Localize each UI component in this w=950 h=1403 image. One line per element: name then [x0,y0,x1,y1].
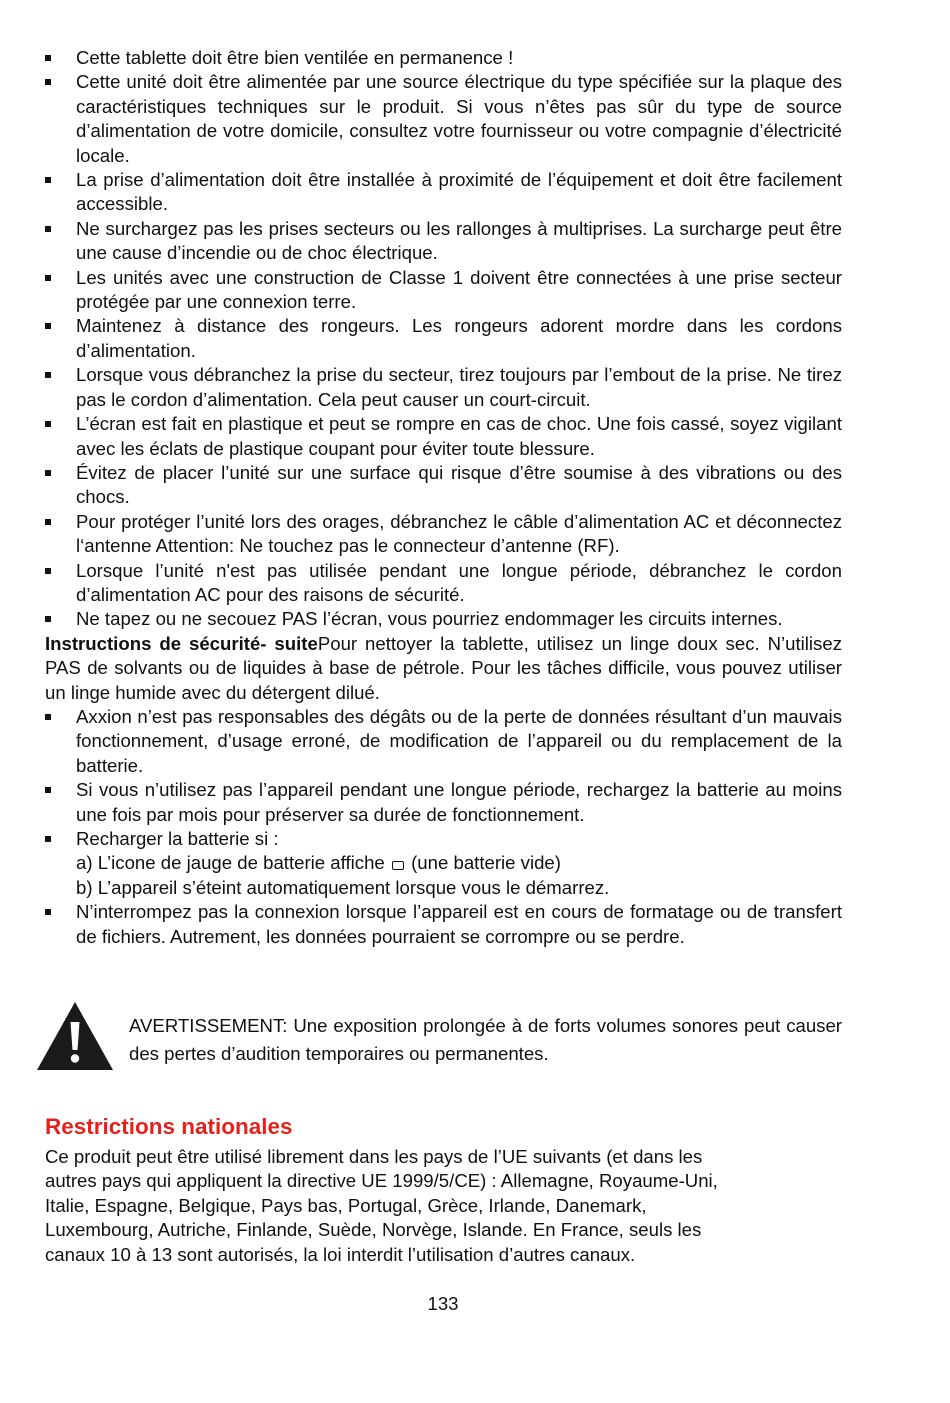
list-item-text: N’interrompez pas la connexion lorsque l’appareil est en cours de formatage ou de transfert de fichiers. Autrement, les données pourraient se corrompre ou se perdre. [76,901,842,947]
bullet-icon [45,909,51,915]
list-item-text: Cette tablette doit être bien ventilée en permanence ! [76,47,514,68]
list-item-text: Maintenez à distance des rongeurs. Les rongeurs adorent mordre dans les cordons d’alimentation. [76,315,842,361]
list-item-text: Ne tapez ou ne secouez PAS l’écran, vous pourriez endommager les circuits internes. [76,608,783,630]
list-item-text: La prise d’alimentation doit être installée à proximité de l’équipement et doit être facilement accessible. [76,169,842,215]
restrictions-line: Italie, Espagne, Belgique, Pays bas, Portugal, Grèce, Irlande, Danemark, [45,1194,647,1216]
recharge-condition-b: b) L’appareil s’éteint automatiquement lorsque vous le démarrez. [76,876,610,898]
bullet-icon [45,177,51,183]
bullet-icon [45,714,51,720]
list-item [45,363,842,412]
restrictions-line: Luxembourg, Autriche, Finlande, Suède, Norvège, Islande. En France, seuls les [45,1219,702,1241]
empty-battery-icon [392,861,404,870]
safety-instructions-heading: Instructions de sécurité- suite [45,632,318,654]
bullet-icon [45,568,51,574]
list-item-text: Les unités avec une construction de Classe 1 doivent être connectées à une prise secteur protégée par une connexion terre. [76,266,842,313]
list-item-text: Évitez de placer l’unité sur une surface qui risque d’être soumise à des vibrations ou des chocs. [76,461,842,508]
bullet-icon [45,519,51,525]
list-item-text: Ne surchargez pas les prises secteurs ou les rallonges à multiprises. La surcharge peut être une cause d’incendie ou de choc électrique. [76,217,842,264]
list-item [45,70,842,168]
list-item [45,559,842,608]
restrictions-paragraph [45,1145,835,1267]
safety-list [45,46,842,632]
document-body [45,46,842,949]
battery-list [45,705,842,949]
list-item [45,217,842,266]
list-item-text: Cette unité doit être alimentée par une source électrique du type spécifiée sur la plaque des caractéristiques techniques sur le produit. Si vous n’êtes pas sûr du type de source d’alimentation de votre domicile, consultez votre fournisseur ou votre compagnie d’électricité locale. [76,71,842,166]
restrictions-line: autres pays qui appliquent la directive UE 1999/5/CE) : Allemagne, Royaume-Uni, [45,1170,718,1192]
list-item-text: Si vous n’utilisez pas l’appareil pendant une longue période, rechargez la batterie au moins une fois par mois pour préserver sa durée de fonctionnement. [76,779,842,825]
page-number: 133 [427,1293,459,1314]
list-item [45,900,842,949]
list-item [45,607,842,631]
bullet-icon [45,372,51,378]
recharge-condition-a-text: a) L’icone de jauge de batterie affiche [76,852,385,874]
list-item-text: Lorsque l’unité n'est pas utilisée pendant une longue période, débranchez le cordon d’alimentation AC pour des raisons de sécurité. [76,559,842,605]
bullet-icon [45,226,51,232]
warning-text: AVERTISSEMENT: Une exposition prolongée à de forts volumes sonores peut causer des pertes d’audition temporaires ou permanentes. [129,1015,842,1064]
bullet-icon [45,616,51,622]
list-item [45,705,842,778]
bullet-icon [45,79,51,85]
bullet-icon [45,323,51,329]
bullet-icon [45,55,51,61]
list-item-text: L’écran est fait en plastique et peut se rompre en cas de choc. Une fois cassé, soyez vigilant avec les éclats de plastique coupant pour éviter toute blessure. [76,413,842,459]
list-item-text: Lorsque vous débranchez la prise du secteur, tirez toujours par l’embout de la prise. Ne tirez pas le cordon d’alimentation. Cela peut causer un court-circuit. [76,364,842,410]
list-item [45,314,842,363]
safety-instructions-text: Pour nettoyer la tablette, utilisez un linge doux sec. N’utilisez PAS de solvants ou de liquides à base de pétrole. Pour les tâches difficile, vous pouvez utiliser un linge humide avec du détergent dilué. [45,632,842,703]
bullet-icon [45,421,51,427]
list-item [45,266,842,315]
bullet-icon [45,275,51,281]
recharge-condition-heading: Recharger la batterie si : [76,828,279,849]
bullet-icon [45,470,51,476]
list-item [45,461,842,510]
recharge-condition-a [76,851,842,875]
list-item [45,412,842,461]
warning-box [36,1000,842,1074]
list-item [45,46,842,70]
warning-triangle-icon [36,1000,114,1072]
safety-instructions-paragraph [45,632,842,705]
list-item-text: Axxion n’est pas responsables des dégâts ou de la perte de données résultant d’un mauvais fonctionnement, d’usage erroné, de modification de l’appareil ou du remplacement de la batterie. [76,705,842,776]
bullet-icon [45,787,51,793]
list-item-text: Pour protéger l’unité lors des orages, débranchez le câble d’alimentation AC et déconnectez l‘antenne Attention: Ne touchez pas le connecteur d’antenne (RF). [76,510,842,557]
list-item [45,510,842,559]
list-item [45,168,842,217]
section-title: Restrictions nationales [45,1114,293,1139]
recharge-condition-a-note: (une batterie vide) [411,852,561,874]
bullet-icon [45,836,51,842]
list-item [45,778,842,827]
list-item [45,827,842,900]
restrictions-line: canaux 10 à 13 sont autorisés, la loi interdit l’utilisation d’autres canaux. [45,1243,636,1265]
restrictions-line: Ce produit peut être utilisé librement dans les pays de l’UE suivants (et dans les [45,1146,703,1167]
